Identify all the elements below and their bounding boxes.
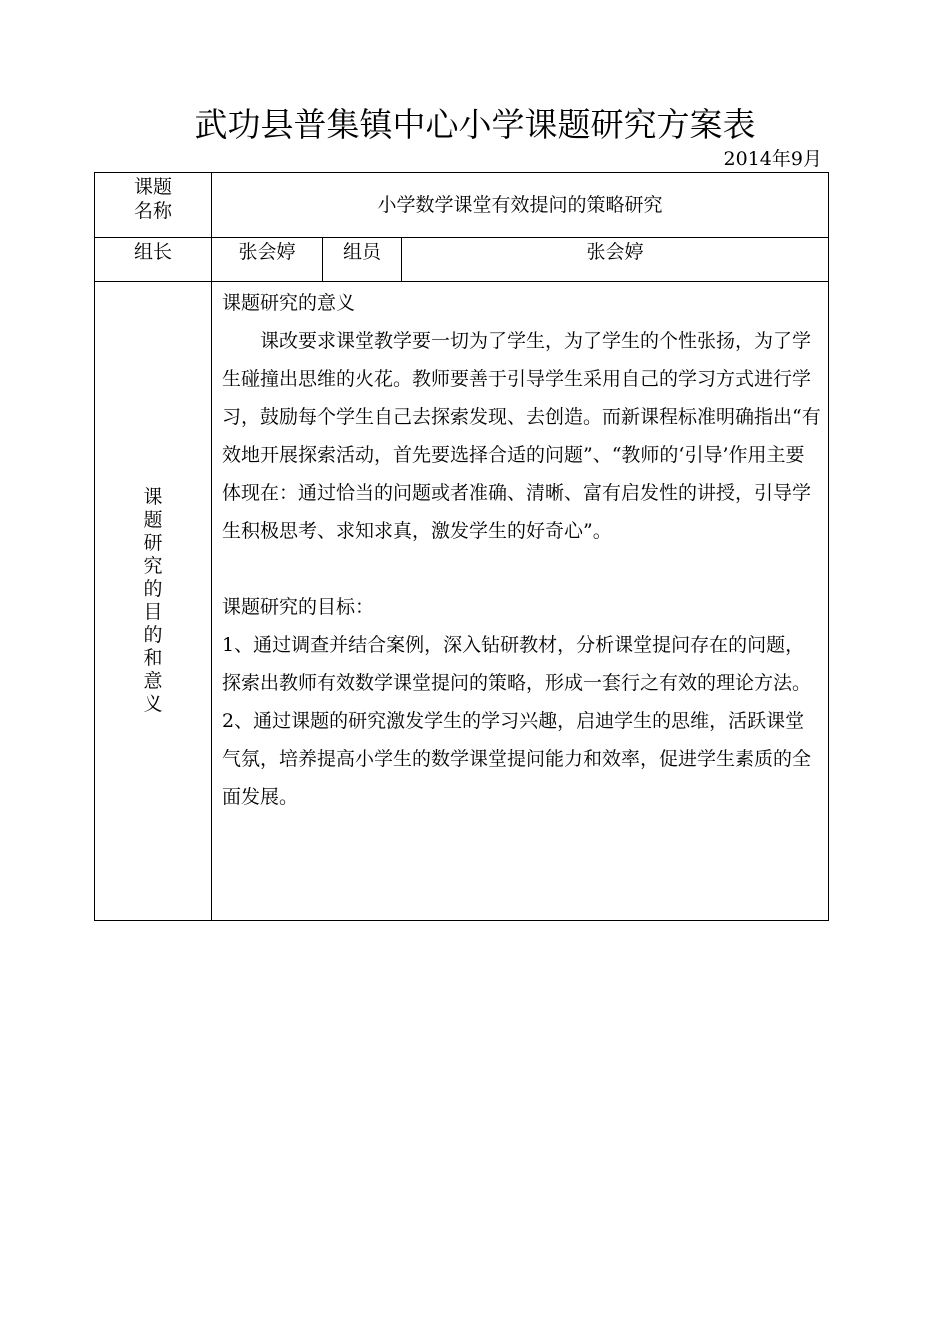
topic-name-label-cell: [95, 173, 212, 238]
significance-heading: 课题研究的意义: [222, 292, 356, 314]
significance-text: 课改要求课堂教学要一切为了学生，为了学生的个性张扬，为了学生碰撞出思维的火花。教师要善于引导学生采用自己的学习方式进行学习，鼓励每个学生自己去探索发现、去创造。而新课程标准明确指出“有效地开展探索活动，首先要选择合适的问题”、“教师的‘引导’作用主要体现在：通过恰当的问题或者准确、清晰、富有启发性的讲授，引导学生积极思考、求知求真，激发学生的好奇心”。: [222, 330, 821, 542]
goal-item-2: 2、通过课题的研究激发学生的学习兴趣，启迪学生的思维，活跃课堂气氛，培养提高小学生的数学课堂提问能力和效率，促进学生素质的全面发展。: [222, 710, 812, 808]
topic-name-value: 小学数学课堂有效提问的策略研究: [212, 173, 829, 238]
leader-row: [95, 238, 829, 282]
document-date: 2014年9月: [723, 148, 822, 170]
leader-label: 组长: [95, 238, 212, 282]
goal-heading: 课题研究的目标：: [222, 596, 375, 618]
purpose-row: [95, 282, 829, 921]
topic-row: [95, 173, 829, 238]
members-label: 组员: [323, 238, 402, 282]
leader-value: 张会婷: [212, 238, 323, 282]
goal-item-1: 1、通过调查并结合案例，深入钻研教材，分析课堂提问存在的问题，探索出教师有效数学课堂提问的策略，形成一套行之有效的理论方法。: [222, 634, 812, 694]
spacer: [222, 550, 822, 588]
members-value: 张会婷: [402, 238, 829, 282]
topic-name-label: 课题名称: [133, 176, 172, 222]
page-title: 武功县普集镇中心小学课题研究方案表: [194, 105, 756, 144]
purpose-content: [212, 282, 829, 921]
research-plan-table: [94, 172, 829, 921]
purpose-label-cell: [95, 282, 212, 921]
purpose-label: 课题研究的目的和意义: [143, 486, 163, 715]
